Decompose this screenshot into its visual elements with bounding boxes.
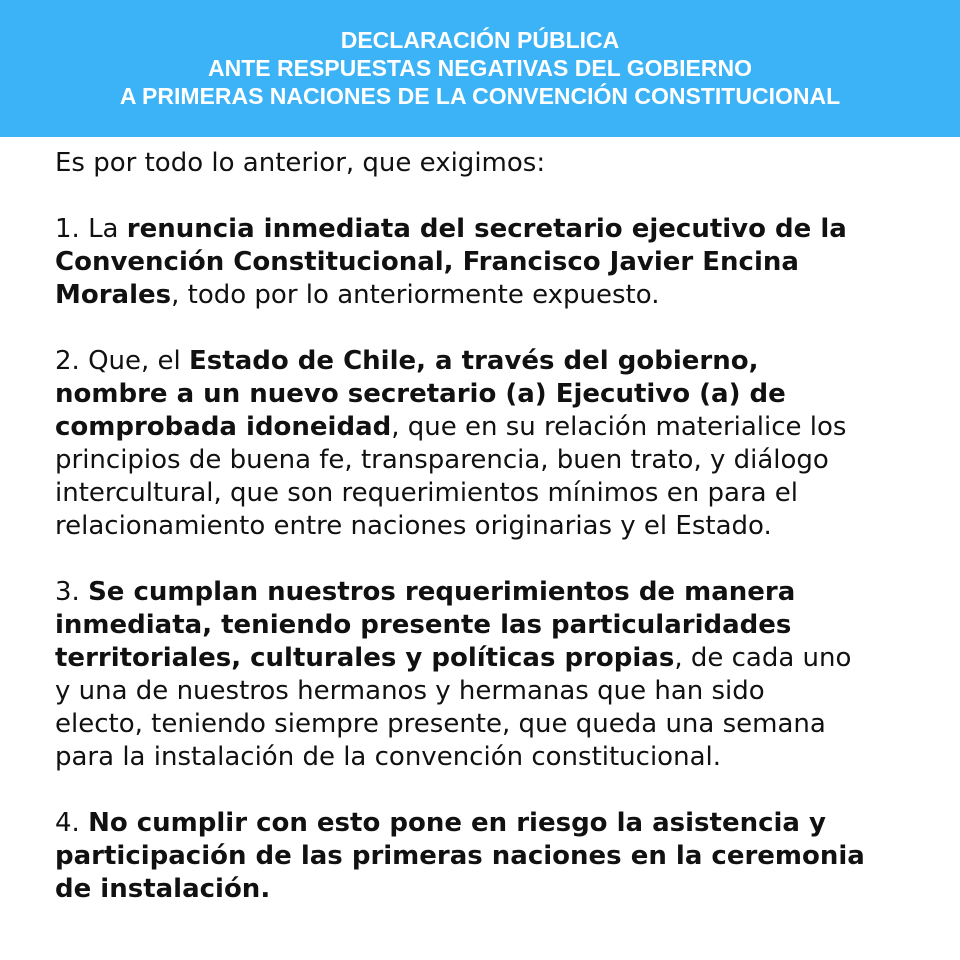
regular-text: para la instalación de la convención constitucional.: [55, 742, 721, 772]
bold-text: No cumplir con esto pone en riesgo la asistencia y: [88, 808, 826, 838]
regular-text: electo, teniendo siempre presente, que queda una semana: [55, 709, 826, 739]
paragraph-gap: [55, 774, 925, 807]
regular-text: , de cada uno: [674, 643, 852, 673]
demand-line: [55, 807, 925, 840]
header-line-2: ANTE RESPUESTAS NEGATIVAS DEL GOBIERNO: [208, 55, 752, 81]
bold-text: comprobada idoneidad: [55, 412, 392, 442]
regular-text: , que en su relación materialice los: [391, 412, 847, 442]
demand-line: [55, 642, 925, 675]
regular-text: , todo por lo anteriormente expuesto.: [171, 280, 660, 310]
demand-line: [55, 609, 925, 642]
demand-line: [55, 279, 925, 312]
bold-text: Estado de Chile, a través del gobierno,: [189, 346, 759, 376]
bold-text: territoriales, culturales y políticas propias: [55, 643, 675, 673]
demand-item-3: [55, 576, 925, 774]
demand-line: [55, 345, 925, 378]
bold-text: Convención Constitucional, Francisco Javier Encina: [55, 247, 799, 277]
regular-text: y una de nuestros hermanos y hermanas que han sido: [55, 676, 765, 706]
demand-item-4: [55, 807, 925, 906]
demand-item-2: [55, 345, 925, 543]
demand-line: [55, 213, 925, 246]
declaration-body: [55, 147, 925, 906]
regular-text: 2. Que, el: [55, 346, 190, 376]
demand-line: [55, 510, 925, 543]
demand-line: [55, 378, 925, 411]
bold-text: Se cumplan nuestros requerimientos de manera: [88, 577, 796, 607]
demand-line: [55, 840, 925, 873]
demand-line: [55, 873, 925, 906]
demand-line: [55, 708, 925, 741]
demand-line: [55, 444, 925, 477]
bold-text: participación de las primeras naciones en la ceremonia: [55, 841, 865, 871]
demand-line: [55, 741, 925, 774]
regular-text: 4.: [55, 808, 89, 838]
paragraph-gap: [55, 312, 925, 345]
header-title: [0, 0, 960, 110]
demand-line: [55, 411, 925, 444]
declaration-header: [0, 0, 960, 137]
regular-text: principios de buena fe, transparencia, buen trato, y diálogo: [55, 445, 829, 475]
demand-line: [55, 477, 925, 510]
header-line-1: DECLARACIÓN PÚBLICA: [340, 27, 620, 53]
regular-text: 1. La: [55, 214, 127, 244]
bold-text: de instalación.: [55, 874, 271, 904]
paragraph-gap: [55, 543, 925, 576]
regular-text: intercultural, que son requerimientos mínimos en para el: [55, 478, 799, 508]
bold-text: nombre a un nuevo secretario (a) Ejecutivo (a) de: [55, 379, 786, 409]
bold-text: inmediata, teniendo presente las particularidades: [55, 610, 792, 640]
header-line-3: A PRIMERAS NACIONES DE LA CONVENCIÓN CONSTITUCIONAL: [119, 83, 841, 109]
regular-text: 3.: [55, 577, 89, 607]
demand-line: [55, 675, 925, 708]
demand-line: [55, 246, 925, 279]
demands-list: [55, 180, 925, 906]
demand-line: [55, 576, 925, 609]
bold-text: Morales: [55, 280, 172, 310]
bold-text: renuncia inmediata del secretario ejecutivo de la: [126, 214, 847, 244]
demand-item-1: [55, 213, 925, 312]
intro-text: Es por todo lo anterior, que exigimos:: [55, 148, 546, 178]
regular-text: relacionamiento entre naciones originarias y el Estado.: [55, 511, 772, 541]
paragraph-gap: [55, 180, 925, 213]
